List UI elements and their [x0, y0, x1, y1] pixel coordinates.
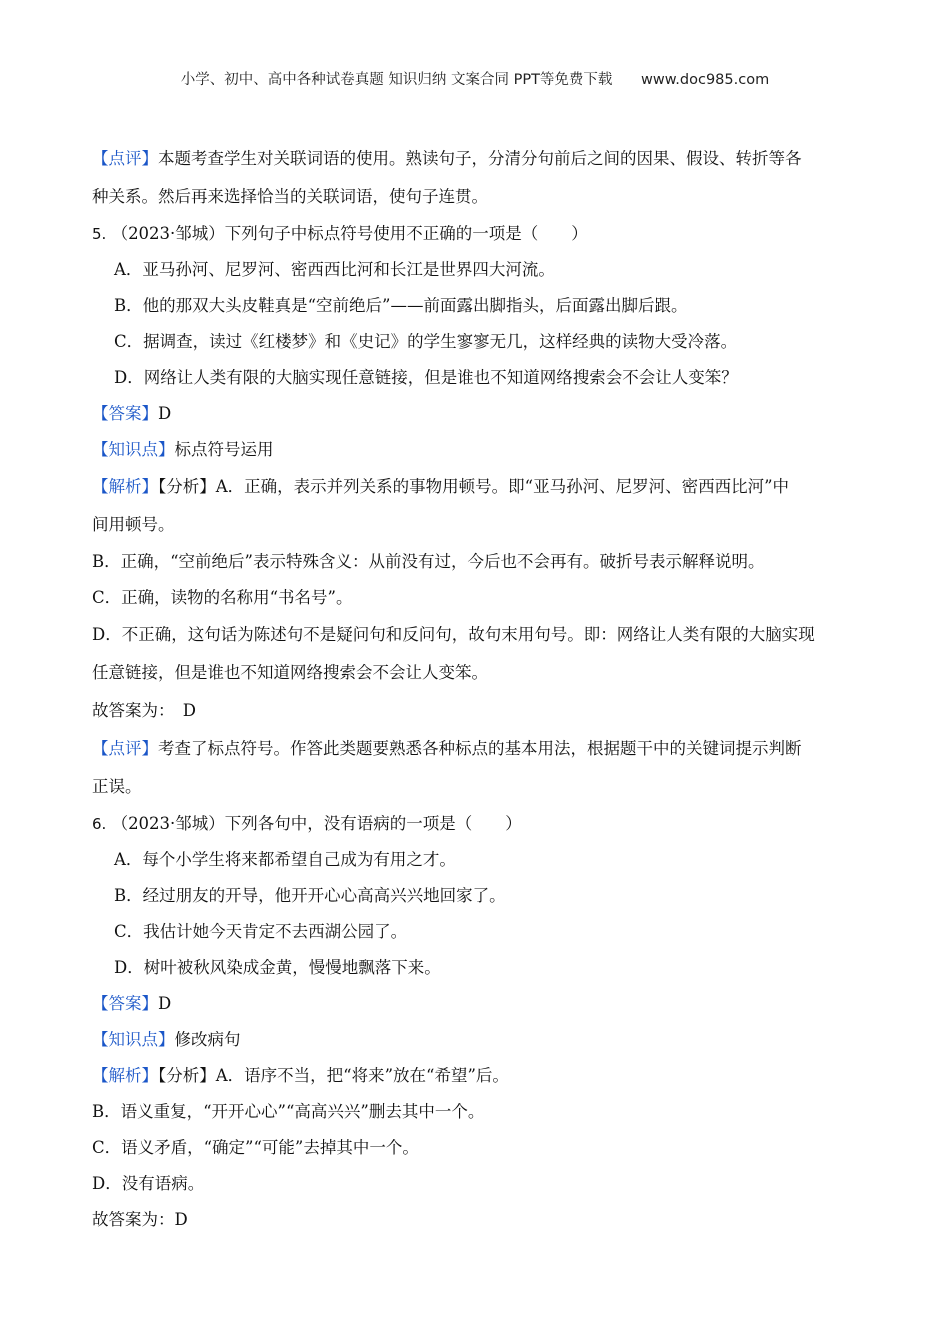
q5-final-answer: 故答案为： D — [92, 701, 196, 720]
q6-option-a: A．每个小学生将来都希望自己成为有用之才。 — [114, 850, 456, 869]
q6-analysis-c: C．语义矛盾，“确定”“可能”去掉其中一个。 — [92, 1138, 419, 1157]
q5-knowledge-point: 【知识点】标点符号运用 — [92, 440, 274, 459]
header-text: 小学、初中、高中各种试卷真题 知识归纳 文案合同 PPT等免费下载 — [180, 72, 613, 88]
q5-option-d: D．网络让人类有限的大脑实现任意链接，但是谁也不知道网络搜索会不会让人变笨？ — [114, 368, 738, 387]
q5-analysis-b: B．正确，“空前绝后”表示特殊含义：从前没有过，今后也不会再有。破折号表示解释说明。 — [92, 552, 765, 571]
q5-option-c: C．据调查，读过《红楼梦》和《史记》的学生寥寥无几，这样经典的读物大受冷落。 — [114, 332, 738, 351]
q5-analysis-line-continued: 间用顿号。 — [92, 515, 175, 534]
review-line-continued: 种关系。然后再来选择恰当的关联词语，使句子连贯。 — [92, 187, 488, 206]
answer-tag: 【答案】 — [92, 994, 158, 1013]
analysis-tag: 【解析】 — [92, 1066, 158, 1085]
document-body — [92, 140, 864, 1238]
q5-analysis-line: 【解析】【分析】A．正确，表示并列关系的事物用顿号。即“亚马孙河、尼罗河、密西西比河”中 — [92, 477, 790, 496]
kp-tag: 【知识点】 — [92, 1030, 175, 1049]
q6-knowledge-point: 【知识点】修改病句 — [92, 1030, 241, 1049]
q5-review-line: 【点评】考查了标点符号。作答此类题要熟悉各种标点的基本用法，根据题干中的关键词提示判断 — [92, 739, 802, 758]
q6-answer: 【答案】D — [92, 994, 172, 1013]
q6-option-c: C．我估计她今天肯定不去西湖公园了。 — [114, 922, 408, 941]
q5-analysis-d: D．不正确，这句话为陈述句不是疑问句和反问句，故句末用句号。即：网络让人类有限的大脑实现 — [92, 625, 815, 644]
q6-analysis-b: B．语义重复，“开开心心”“高高兴兴”删去其中一个。 — [92, 1102, 485, 1121]
q5-analysis-c: C．正确，读物的名称用“书名号”。 — [92, 588, 353, 607]
question-5-stem: 5. （2023·邹城）下列句子中标点符号使用不正确的一项是（ ） — [92, 224, 588, 243]
q5-option-a: A．亚马孙河、尼罗河、密西西比河和长江是世界四大河流。 — [114, 260, 555, 279]
q6-analysis-d: D．没有语病。 — [92, 1174, 205, 1193]
q5-review-line-continued: 正误。 — [92, 777, 142, 796]
analysis-tag: 【解析】 — [92, 477, 158, 496]
q5-answer: 【答案】D — [92, 404, 172, 423]
page-header — [0, 68, 950, 89]
answer-tag: 【答案】 — [92, 404, 158, 423]
review-line: 【点评】本题考查学生对关联词语的使用。熟读句子，分清分句前后之间的因果、假设、转折等各 — [92, 149, 802, 168]
question-6-stem: 6. （2023·邹城）下列各句中，没有语病的一项是（ ） — [92, 814, 522, 833]
review-tag: 【点评】 — [92, 739, 158, 758]
q6-option-b: B．经过朋友的开导，他开开心心高高兴兴地回家了。 — [114, 886, 506, 905]
q5-analysis-d-continued: 任意链接，但是谁也不知道网络搜索会不会让人变笨。 — [92, 663, 488, 682]
review-tag: 【点评】 — [92, 149, 158, 168]
q6-analysis-a: 【解析】【分析】A．语序不当，把“将来”放在“希望”后。 — [92, 1066, 509, 1085]
header-url[interactable]: www.doc985.com — [641, 72, 770, 88]
kp-tag: 【知识点】 — [92, 440, 175, 459]
q5-option-b: B．他的那双大头皮鞋真是“空前绝后”——前面露出脚指头，后面露出脚后跟。 — [114, 296, 688, 315]
q6-option-d: D．树叶被秋风染成金黄，慢慢地飘落下来。 — [114, 958, 441, 977]
q6-final-answer: 故答案为：D — [92, 1210, 188, 1229]
